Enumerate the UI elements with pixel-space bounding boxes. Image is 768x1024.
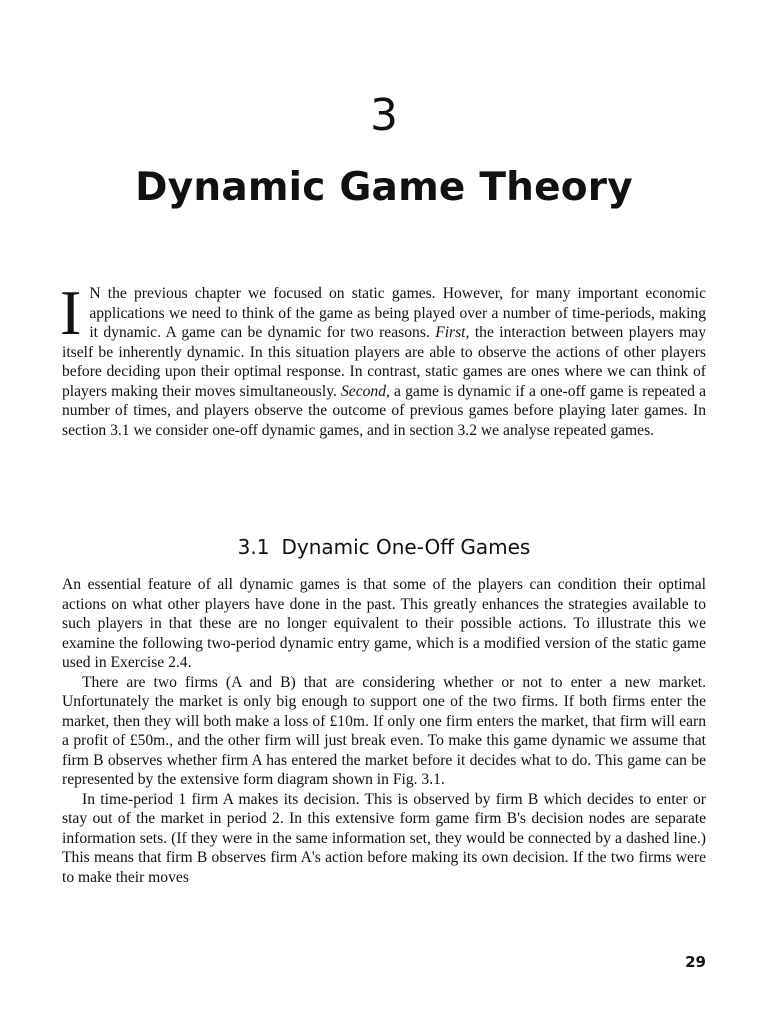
intro-text-1: N the previous chapter we focused on static games. However, for many important economic applications we need to think of the game as being played over a number of time-periods, making it dynamic. A game can be dynamic for two reasons. (89, 285, 706, 341)
drop-cap: I (60, 277, 82, 348)
intro-text-2: the interaction between players may itself be inherently dynamic. In this situation players are able to observe the actions of other players before deciding upon their optimal response. In contrast, static games are ones where we can think of players making their moves simultaneously. (62, 324, 706, 400)
section-heading (0, 535, 768, 559)
chapter-title: Dynamic Game Theory (135, 165, 633, 210)
section-paragraph: There are two firms (A and B) that are considering whether or not to enter a new market. Unfortunately the market is only big enough to support one of the two firms. If both firms enter the market, then they will both make a loss of £10m. If only one firm enters the market, that firm will earn a profit of £50m., and the other firm will just break even. To make this game dynamic we assume that firm B observes whether firm A has entered the market before it decides what to do. This game can be represented by the extensive form diagram shown in Fig. 3.1. (62, 673, 706, 788)
chapter-number: 3 (370, 90, 398, 141)
intro-emphasis-second: Second, (341, 382, 390, 400)
intro-paragraph (60, 277, 706, 440)
intro-emphasis-first: First, (435, 324, 470, 341)
section-title: Dynamic One-Off Games (281, 535, 531, 559)
section-body (62, 575, 706, 887)
section-paragraph: In time-period 1 firm A makes its decision. This is observed by firm B which decides to enter or stay out of the market in period 2. In this extensive form game firm B's decision nodes are separate information sets. (If they were in the same information set, they would be connected by a dashed line.) This means that firm B observes firm A's action before making its own decision. If the two firms were to make their moves (62, 790, 706, 886)
intro-text-3: a game is dynamic if a one-off game is repeated a number of times, and players observe the outcome of previous games before playing later games. In section 3.1 we consider one-off dynamic games, and in section 3.2 we analyse repeated games. (62, 382, 706, 439)
section-paragraph: An essential feature of all dynamic games is that some of the players can condition their optimal actions on what other players have done in the past. This greatly enhances the strategies available to such players in that these are no longer equivalent to their possible actions. To illustrate this we examine the following two-period dynamic entry game, which is a modified version of the static game used in Exercise 2.4. (62, 576, 706, 671)
page-number: 29 (685, 953, 706, 971)
section-number: 3.1 (237, 535, 270, 559)
